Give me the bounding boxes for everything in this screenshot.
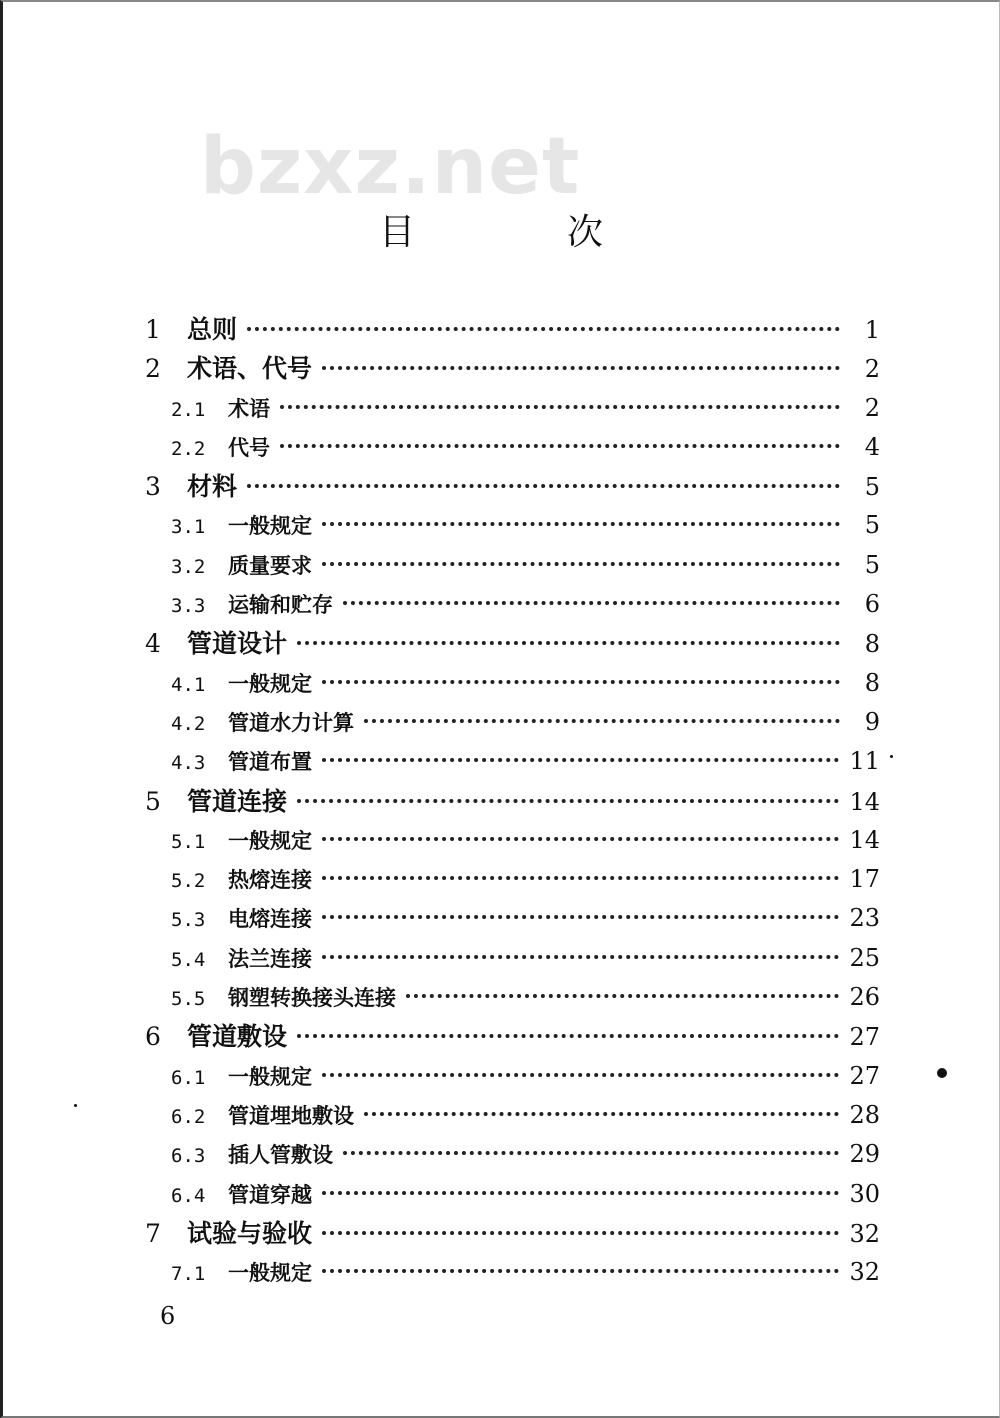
toc-entry-page: 28 [849,1100,880,1129]
toc-entry-number: 5.2 [171,870,206,893]
toc-entry-number: 7 [145,1218,161,1248]
toc-entry-number: 4.2 [171,712,206,735]
toc-entry-title: 管道穿越 [228,1181,312,1207]
toc-entry-number: 7.1 [171,1263,206,1286]
toc-entry-page: 1 [864,316,880,344]
toc-entry-page: 9 [864,707,880,736]
toc-entry-page: 29 [849,1140,880,1169]
toc-entry-title: 管道敷设 [187,1022,288,1052]
toc-entry-title: 一般规定 [228,1260,312,1286]
toc-entry-page: 8 [864,668,880,697]
toc-entry[interactable] [145,1253,880,1292]
toc-entry[interactable] [145,1214,880,1253]
toc-dot-leader [280,444,840,448]
toc-entry-number: 4.1 [171,673,206,696]
toc-entry-page: 27 [849,1023,880,1052]
toc-dot-leader [280,405,840,409]
watermark: bzxz.net [200,122,581,212]
toc-dot-leader [322,562,840,566]
toc-entry-page: 4 [864,432,880,461]
toc-dot-leader [297,1034,839,1038]
toc-entry-number: 5.3 [171,909,206,932]
toc-entry-title: 钢塑转换接头连接 [228,985,396,1011]
toc-dot-leader [322,522,840,526]
toc-entry[interactable] [145,1135,880,1174]
toc-entry-title: 代号 [228,434,270,460]
toc-entry-number: 2.1 [171,398,206,421]
toc-entry[interactable] [145,349,880,388]
toc-entry-number: 5.1 [171,830,206,853]
toc-entry-title: 管道布置 [228,749,312,775]
toc-entry-title: 热熔连接 [228,867,312,893]
toc-entry-number: 6.1 [171,1066,206,1089]
toc-entry-page: 5 [864,473,880,502]
toc-dot-leader [322,758,839,762]
toc-entry-number: 4.3 [171,752,206,775]
toc-dot-leader [322,955,839,959]
toc-entry-title: 试验与验收 [187,1218,313,1248]
toc-entry-page: 17 [849,865,880,894]
toc-entry-number: 5.5 [171,988,206,1011]
toc-dot-leader [322,1269,839,1273]
toc-entry-title: 管道连接 [187,786,288,816]
toc-entry[interactable] [145,1096,880,1135]
toc-entry-title: 插人管敷设 [228,1142,333,1168]
toc-dot-leader [364,719,840,723]
toc-entry[interactable] [145,782,880,821]
toc-entry-title: 管道设计 [187,629,288,659]
toc-dot-leader [322,837,839,841]
toc-entry-title: 运输和贮存 [228,592,333,618]
toc-entry-title: 一般规定 [228,513,312,539]
toc-dot-leader [343,601,840,605]
toc-dot-leader [297,799,839,803]
toc-entry-number: 1 [145,315,161,344]
toc-entry-page: 11 [849,747,880,776]
toc-entry[interactable] [145,1175,880,1214]
toc-entry-number: 3 [145,472,161,502]
toc-entry[interactable] [145,585,880,624]
toc-entry-page: 6 [864,590,880,619]
toc-dot-leader [322,680,840,684]
toc-entry-number: 2.2 [171,437,206,460]
toc-dot-leader [322,1231,839,1235]
toc-entry[interactable] [145,899,880,938]
toc-entry[interactable] [145,624,880,663]
toc-entry-title: 电熔连接 [228,906,312,932]
scan-speck [74,1104,77,1107]
toc-entry-number: 5.4 [171,948,206,971]
toc-dot-leader [247,484,840,488]
toc-dot-leader [364,1112,839,1116]
toc-entry-title: 材料 [187,472,238,502]
page-number: 6 [160,1302,176,1330]
toc-entry-page: 32 [849,1219,880,1248]
toc-entry-title: 术语、代号 [187,354,313,384]
toc-entry[interactable] [145,428,880,467]
toc-entry-number: 6.3 [171,1145,206,1168]
toc-dot-leader [322,1191,839,1195]
toc-entry-page: 5 [864,550,880,579]
toc-title: 目 次 [378,212,661,253]
toc-entry-page: 23 [849,904,880,933]
toc-entry-page: 32 [849,1258,880,1287]
toc-entry-title: 法兰连接 [228,945,312,971]
toc-entry-number: 6.2 [171,1105,206,1128]
toc-entry-number: 3.2 [171,555,206,578]
toc-entry[interactable] [145,1057,880,1096]
toc-entry[interactable] [145,467,880,506]
toc-entry[interactable] [145,821,880,860]
toc-entry-page: 5 [864,511,880,540]
toc-entry[interactable] [145,860,880,899]
toc-entry-number: 3.1 [171,516,206,539]
toc-entry-page: 27 [849,1061,880,1090]
toc-entry-page: 14 [849,787,880,816]
toc-entry[interactable] [145,978,880,1017]
toc-entry-number: 5 [145,786,161,816]
toc-entry-number: 4 [145,629,161,659]
toc-entry-number: 6 [145,1022,161,1052]
toc-entry-title: 一般规定 [228,1063,312,1089]
scan-speck [890,755,893,758]
toc-entry[interactable] [145,506,880,545]
toc-entry[interactable] [145,546,880,585]
toc-entry-title: 总则 [187,315,238,344]
toc-entry-title: 术语 [228,395,270,421]
scan-speck [937,1068,947,1078]
toc-entry-page: 2 [864,393,880,422]
toc-dot-leader [322,915,839,919]
toc-entry-page: 26 [849,983,880,1012]
toc-entry-title: 质量要求 [228,552,312,578]
toc-entry[interactable] [145,310,880,349]
toc-entry-number: 3.3 [171,595,206,618]
toc-entry-page: 8 [864,630,880,659]
toc-entry-title: 一般规定 [228,670,312,696]
toc-entry-page: 2 [864,355,880,384]
toc-dot-leader [322,876,839,880]
toc-dot-leader [322,366,840,370]
toc-dot-leader [343,1151,839,1155]
toc-entry-number: 2 [145,354,161,384]
toc-entry[interactable] [145,664,880,703]
toc-entry-page: 14 [849,825,880,854]
toc-entry-page: 25 [849,943,880,972]
toc-entry-title: 管道水力计算 [228,709,354,735]
toc-entry-page: 30 [849,1179,880,1208]
toc-dot-leader [297,641,840,645]
toc-entry[interactable] [145,939,880,978]
toc-entry[interactable] [145,742,880,781]
toc-entry[interactable] [145,389,880,428]
toc-entry-title: 管道埋地敷设 [228,1102,354,1128]
toc-entry[interactable] [145,703,880,742]
toc-dot-leader [406,994,839,998]
table-of-contents [145,310,880,1292]
toc-entry-number: 6.4 [171,1184,206,1207]
toc-dot-leader [247,327,840,331]
toc-dot-leader [322,1073,839,1077]
toc-entry[interactable] [145,1017,880,1056]
toc-entry-title: 一般规定 [228,827,312,853]
